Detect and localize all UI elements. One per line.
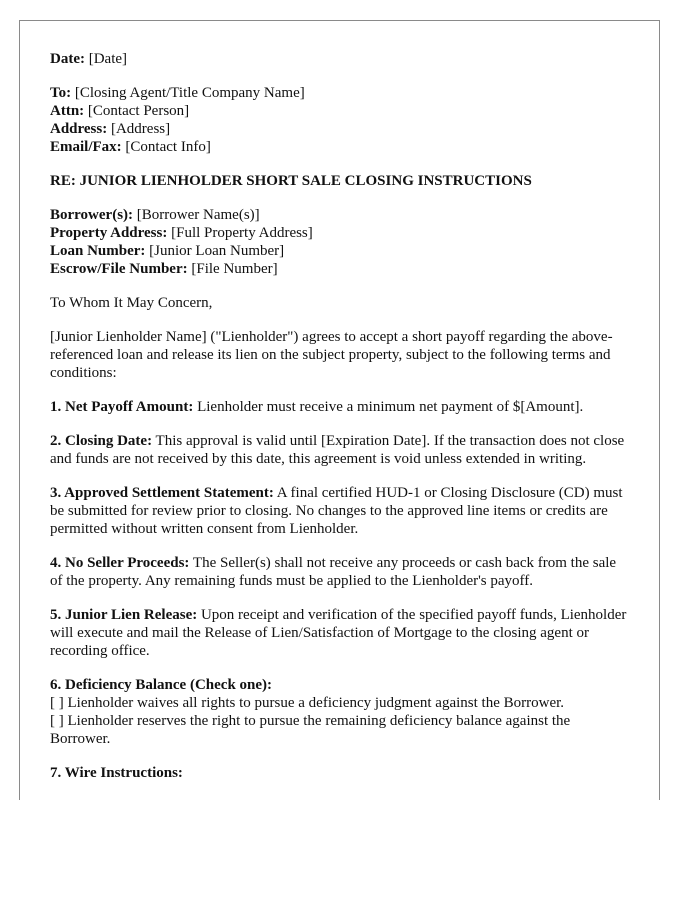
term-7-wire	[50, 764, 630, 782]
deficiency-heading: 6. Deficiency Balance (Check one):	[50, 677, 273, 693]
attn-line	[50, 102, 630, 120]
term-3-text: A final certified HUD-1 or Closing Disclosure (CD) must be submitted for review prior to closing. No changes to the approved line items or credits are permitted without written consent from Lienholder.	[50, 485, 623, 537]
loan-details-block	[50, 206, 630, 278]
loan-number-value: [Junior Loan Number]	[145, 243, 285, 259]
document-page	[19, 20, 660, 800]
escrow-number-line	[50, 260, 630, 278]
term-2-heading: 2. Closing Date:	[50, 433, 153, 449]
recipient-block	[50, 84, 630, 156]
term-2	[50, 432, 630, 468]
address-value: [Address]	[107, 121, 171, 137]
borrowers-line	[50, 206, 630, 224]
term-1	[50, 398, 630, 416]
property-address-value: [Full Property Address]	[167, 225, 313, 241]
attn-label: Attn:	[50, 103, 85, 119]
deficiency-option-reserve: [ ] Lienholder reserves the right to pursue the remaining deficiency balance against the Borrower.	[50, 713, 571, 747]
term-1-heading: 1. Net Payoff Amount:	[50, 399, 194, 415]
loan-number-label: Loan Number:	[50, 243, 146, 259]
date-label: Date:	[50, 51, 85, 67]
email-fax-label: Email/Fax:	[50, 139, 122, 155]
address-line	[50, 120, 630, 138]
date-value: [Date]	[84, 51, 128, 67]
subject-text: RE: JUNIOR LIENHOLDER SHORT SALE CLOSING INSTRUCTIONS	[50, 173, 532, 189]
email-fax-line	[50, 138, 630, 156]
intro-paragraph: [Junior Lienholder Name] ("Lienholder") agrees to accept a short payoff regarding the above-referenced loan and release its lien on the subject property, subject to the following terms and conditions:	[50, 329, 613, 381]
term-1-text: Lienholder must receive a minimum net payment of $[Amount].	[193, 399, 584, 415]
attn-value: [Contact Person]	[84, 103, 190, 119]
subject-line	[50, 172, 630, 190]
term-5-text: Upon receipt and verification of the specified payoff funds, Lienholder will execute and mail the Release of Lien/Satisfaction of Mortgage to the closing agent or recording office.	[50, 607, 627, 659]
borrowers-value: [Borrower Name(s)]	[133, 207, 260, 223]
to-line	[50, 84, 630, 102]
to-label: To:	[50, 85, 72, 101]
term-4-heading: 4. No Seller Proceeds:	[50, 555, 190, 571]
loan-number-line	[50, 242, 630, 260]
escrow-number-label: Escrow/File Number:	[50, 261, 188, 277]
term-4	[50, 554, 630, 590]
property-address-label: Property Address:	[50, 225, 168, 241]
term-5-heading: 5. Junior Lien Release:	[50, 607, 198, 623]
term-2-text: This approval is valid until [Expiration Date]. If the transaction does not close and funds are not received by this date, this agreement is void unless extended in writing.	[50, 433, 625, 467]
deficiency-option-waive: [ ] Lienholder waives all rights to pursue a deficiency judgment against the Borrower.	[50, 695, 565, 711]
address-label: Address:	[50, 121, 108, 137]
term-3-heading: 3. Approved Settlement Statement:	[50, 485, 274, 501]
borrowers-label: Borrower(s):	[50, 207, 134, 223]
term-6-deficiency	[50, 676, 630, 748]
email-fax-value: [Contact Info]	[121, 139, 211, 155]
term-4-text: The Seller(s) shall not receive any proceeds or cash back from the sale of the property. Any remaining funds must be applied to the Lienholder's payoff.	[50, 555, 617, 589]
term-3	[50, 484, 630, 538]
term-5	[50, 606, 630, 660]
escrow-number-value: [File Number]	[187, 261, 278, 277]
to-value: [Closing Agent/Title Company Name]	[71, 85, 305, 101]
wire-instructions-heading: 7. Wire Instructions:	[50, 765, 183, 781]
date-line	[50, 50, 630, 68]
letter-body	[50, 50, 630, 798]
property-address-line	[50, 224, 630, 242]
salutation: To Whom It May Concern,	[50, 295, 213, 311]
